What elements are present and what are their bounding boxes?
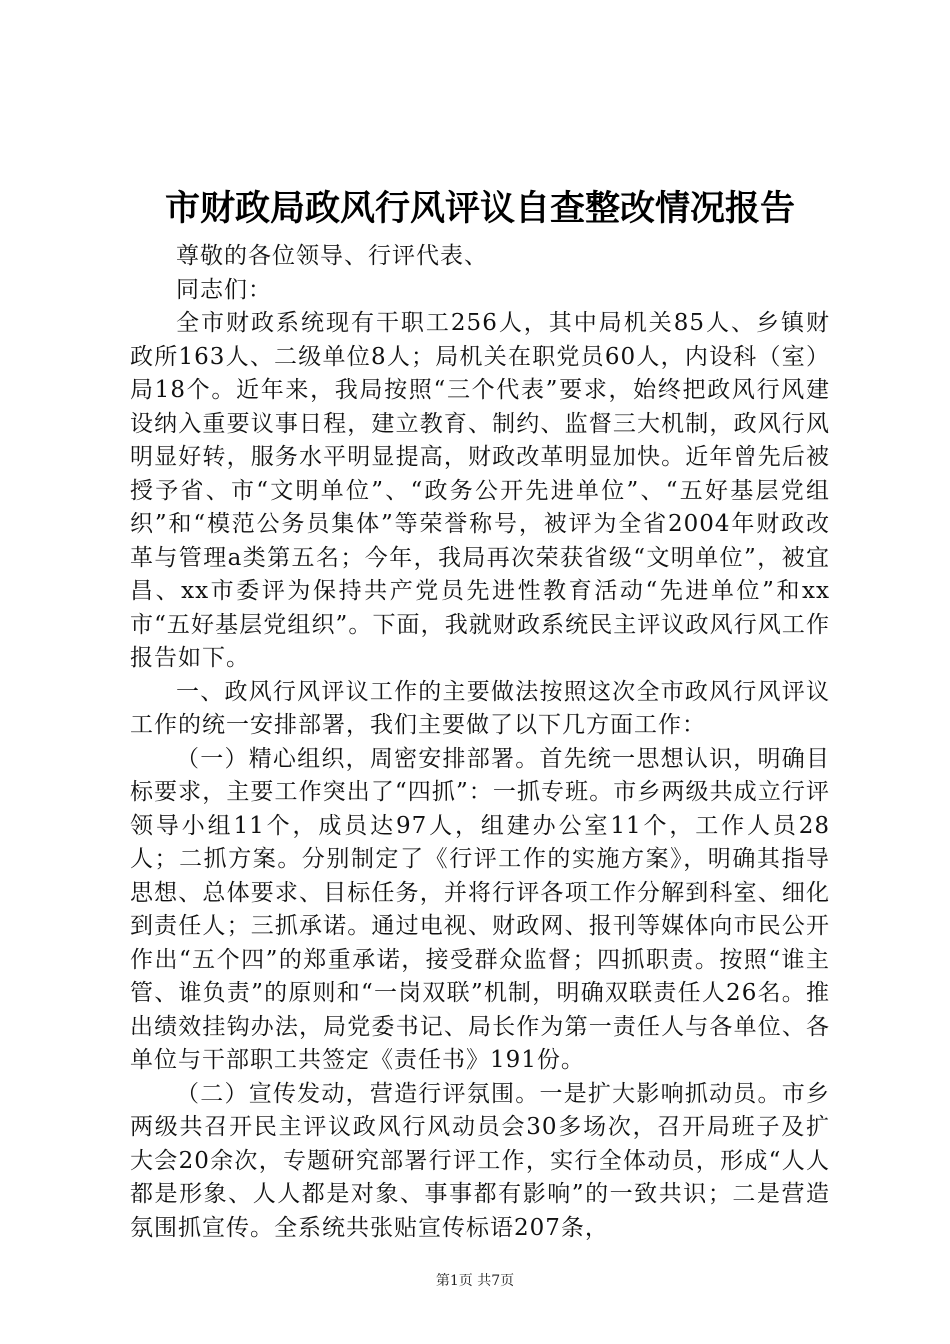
paragraph-section-one: 一、政风行风评议工作的主要做法按照这次全市政风行风评议工作的统一安排部署，我们主要做了以下几方面工作： — [130, 678, 830, 738]
page-footer: 第1页 共7页 — [435, 1273, 515, 1289]
document-page — [130, 178, 830, 1245]
salutation-line-1: 尊敬的各位领导、行评代表、 — [176, 243, 488, 269]
paragraph-overview: 全市财政系统现有干职工256人，其中局机关85人、乡镇财政所163人、二级单位8人；局机关在职党员60人，内设科（室）局18个。近年来，我局按照“三个代表”要求，始终把政风行风建设纳入重要议事日程，建立教育、制约、监督三大机制，政风行风明显好转，服务水平明显提高，财政改革明显加快。近年曾先后被授予省、市“文明单位”、“政务公开先进单位”、“五好基层党组织”和“模范公务员集体”等荣誉称号，被评为全省2004年财政改革与管理a类第五名；今年，我局再次荣获省级“文明单位”，被宜昌、xx市委评为保持共产党员先进性教育活动“先进单位”和xx市“五好基层党组织”。下面，我就财政系统民主评议政风行风工作报告如下。 — [130, 310, 830, 671]
salutation-line-2: 同志们： — [176, 276, 272, 303]
paragraph-subsection-two: （二）宣传发动，营造行评氛围。一是扩大影响抓动员。市乡两级共召开民主评议政风行风动员会30多场次，召开局班子及扩大会20余次，专题研究部署行评工作，实行全体动员，形成“人人都是形象、人人都是对象、事事都有影响”的一致共识；二是营造氛围抓宣传。全系统共张贴宣传标语207条， — [130, 1080, 830, 1241]
paragraph-subsection-one: （一）精心组织，周密安排部署。首先统一思想认识，明确目标要求，主要工作突出了“四抓”：一抓专班。市乡两级共成立行评领导小组11个，成员达97人，组建办公室11个，工作人员28人；二抓方案。分别制定了《行评工作的实施方案》，明确其指导思想、总体要求、目标任务，并将行评各项工作分解到科室、细化到责任人；三抓承诺。通过电视、财政网、报刊等媒体向市民公开作出“五个四”的郑重承诺，接受群众监督；四抓职责。按照“谁主管、谁负责”的原则和“一岗双联”机制，明确双联责任人26名。推出绩效挂钩办法，局党委书记、局长作为第一责任人与各单位、各单位与干部职工共签定《责任书》191份。 — [130, 745, 830, 1073]
document-title: 市财政局政风行风评议自查整改情况报告 — [164, 189, 795, 229]
